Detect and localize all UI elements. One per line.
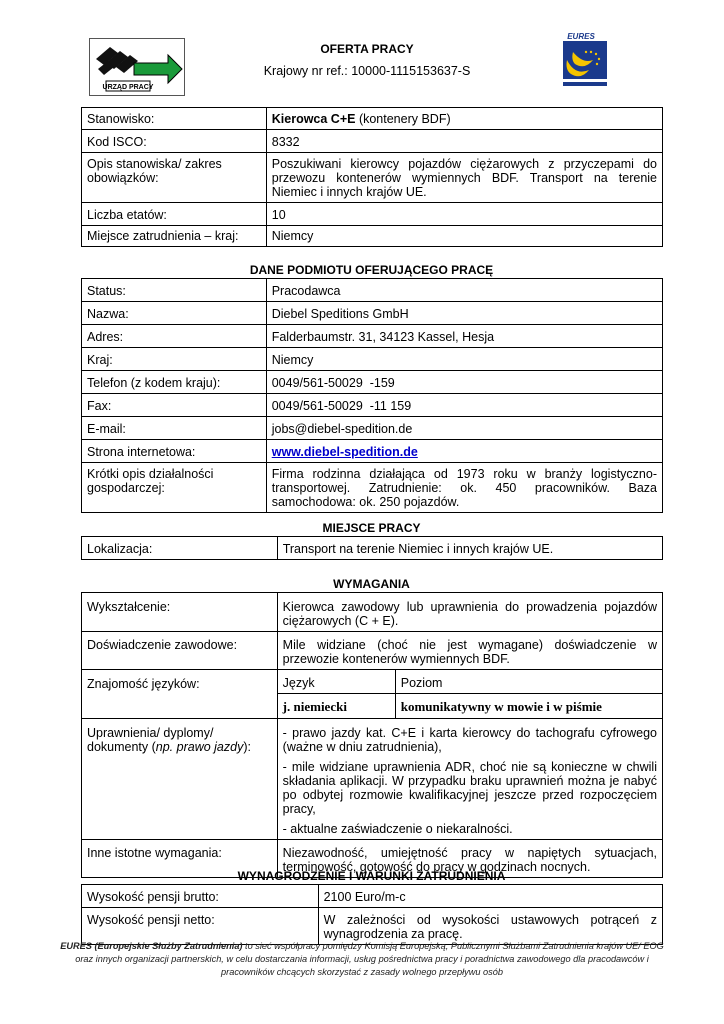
permits-label-start: Uprawnienia/ dyplomy/ dokumenty ( <box>87 725 214 754</box>
fax-label: Fax: <box>82 394 267 417</box>
eures-logo <box>561 30 609 92</box>
permit-item: - mile widziane uprawnienia ADR, choć nie są konieczne w chwili składania aplikacji. W przypadku braku uprawnień można je nabyć po odbytej rozmowie kwalifikacyjnej jeszcze przed rozpoczęciem pracy, <box>282 759 657 816</box>
position-detail: (kontenery BDF) <box>355 112 451 126</box>
phone-value: 0049/561-50029 -159 <box>266 371 662 394</box>
footer-line-3: pracowników chcących skorzystać z zasady wolnego przepływu osób <box>221 966 503 977</box>
website-cell <box>266 440 662 463</box>
gross-value: 2100 Euro/m-c <box>318 885 662 908</box>
country-label: Kraj: <box>82 348 267 371</box>
status-label: Status: <box>82 279 267 302</box>
languages-label: Znajomość języków: <box>82 670 278 719</box>
experience-value: Mile widziane (choć nie jest wymagane) doświadczenie w przewozie kontenerów wymiennych BDF. <box>277 632 662 670</box>
description-label: Opis stanowiska/ zakres obowiązków: <box>82 153 267 203</box>
net-value: W zależności od wysokości ustawowych potrąceń z wynagrodzenia za pracę. <box>318 908 662 945</box>
employer-table <box>81 278 663 513</box>
permit-item: - aktualne zaświadczenie o niekaralności. <box>282 821 513 836</box>
requirements-table <box>81 592 663 878</box>
languages-cell <box>277 670 662 719</box>
salary-section-title: WYNAGRODZENIE I WARUNKI ZATRUDNIENIA <box>237 869 506 883</box>
name-value: Diebel Speditions GmbH <box>266 302 662 325</box>
net-label: Wysokość pensji netto: <box>82 908 319 945</box>
permit-item: - prawo jazdy kat. C+E i karta kierowcy do tachografu cyfrowego (ważne w dniu zatrudnienia), <box>282 725 657 754</box>
permits-label-example: np. prawo jazdy <box>155 739 244 754</box>
page-title: OFERTA PRACY <box>320 42 414 56</box>
country-value: Niemcy <box>266 348 662 371</box>
address-value: Falderbaumstr. 31, 34123 Kassel, Hesja <box>266 325 662 348</box>
footer-line-2: oraz innych organizacji partnerskich, w celu dostarczania informacji, usług pośrednictwa pracy i poradnictwa zawodowego dla pracodawców i <box>75 953 649 964</box>
education-value: Kierowca zawodowy lub uprawnienia do prowadzenia pojazdów ciężarowych (C + E). <box>277 593 662 632</box>
activity-value: Firma rodzinna działająca od 1973 roku w branży logistyczno-transportowej. Zatrudnienie: ok. 450 pracowników. Baza samochodowa: ok. 250 pojazdów. <box>266 463 662 513</box>
other-label: Inne istotne wymagania: <box>82 839 278 877</box>
permits-value <box>277 718 662 839</box>
requirements-section-title: WYMAGANIA <box>333 577 410 591</box>
website-link[interactable]: www.diebel-spedition.de <box>271 445 418 459</box>
salary-table <box>81 884 663 945</box>
address-label: Adres: <box>82 325 267 348</box>
posts-label: Liczba etatów: <box>82 203 267 226</box>
level-header: Poziom <box>395 670 662 694</box>
permits-label <box>82 718 278 839</box>
languages-table <box>278 670 662 718</box>
email-value[interactable]: jobs@diebel-spedition.de <box>266 417 662 440</box>
language-level: komunikatywny w mowie i w piśmie <box>400 699 602 714</box>
activity-label: Krótki opis działalności gospodarczej: <box>82 463 267 513</box>
footer-eures-name: EURES (Europejskie Służby Zatrudnienia) <box>60 941 243 951</box>
language-header: Język <box>278 670 396 694</box>
experience-label: Doświadczenie zawodowe: <box>82 632 278 670</box>
eures-text: EURES <box>567 32 595 41</box>
posts-value: 10 <box>266 203 662 226</box>
place-value: Niemcy <box>266 226 662 247</box>
footer-line-1-text: to sieć współpracy pomiędzy Komisją Europejską, Publicznymi Służbami Zatrudnienia krajów UE/ EOG <box>242 941 664 951</box>
position-title: Kierowca C+E <box>271 112 356 126</box>
logo-text: URZĄD PRACY <box>102 84 154 91</box>
employer-section-title: DANE PODMIOTU OFERUJĄCEGO PRACĘ <box>249 263 494 277</box>
job-table <box>81 107 663 247</box>
isco-value: 8332 <box>266 130 662 153</box>
location-value: Transport na terenie Niemiec i innych krajów UE. <box>277 537 662 560</box>
position-label: Stanowisko: <box>82 108 267 130</box>
fax-value: 0049/561-50029 -11 159 <box>266 394 662 417</box>
phone-label: Telefon (z kodem kraju): <box>82 371 267 394</box>
location-table <box>81 536 663 560</box>
position-value <box>266 108 662 130</box>
isco-label: Kod ISCO: <box>82 130 267 153</box>
eures-logo-graphic <box>561 30 609 92</box>
location-label: Lokalizacja: <box>82 537 278 560</box>
page-footer <box>30 940 694 978</box>
footer-line-1 <box>30 940 694 953</box>
education-label: Wykształcenie: <box>82 593 278 632</box>
gross-label: Wysokość pensji brutto: <box>82 885 319 908</box>
email-label: E-mail: <box>82 417 267 440</box>
name-label: Nazwa: <box>82 302 267 325</box>
description-value: Poszukiwani kierowcy pojazdów ciężarowych z przyczepami do przewozu kontenerów wymiennych BDF. Transport na terenie Niemiec i innych krajów UE. <box>266 153 662 203</box>
permits-label-end: ): <box>243 739 251 754</box>
website-label: Strona internetowa: <box>82 440 267 463</box>
status-value: Pracodawca <box>266 279 662 302</box>
location-section-title: MIEJSCE PRACY <box>322 521 421 535</box>
place-label: Miejsce zatrudnienia – kraj: <box>82 226 267 247</box>
other-value: Niezawodność, umiejętność pracy w napiętych sytuacjach, terminowość, gotowość do pracy w godzinach nocnych. <box>277 839 662 877</box>
language-name: j. niemiecki <box>278 694 396 718</box>
reference-number: Krajowy nr ref.: 10000-1115153637-S <box>263 64 471 78</box>
